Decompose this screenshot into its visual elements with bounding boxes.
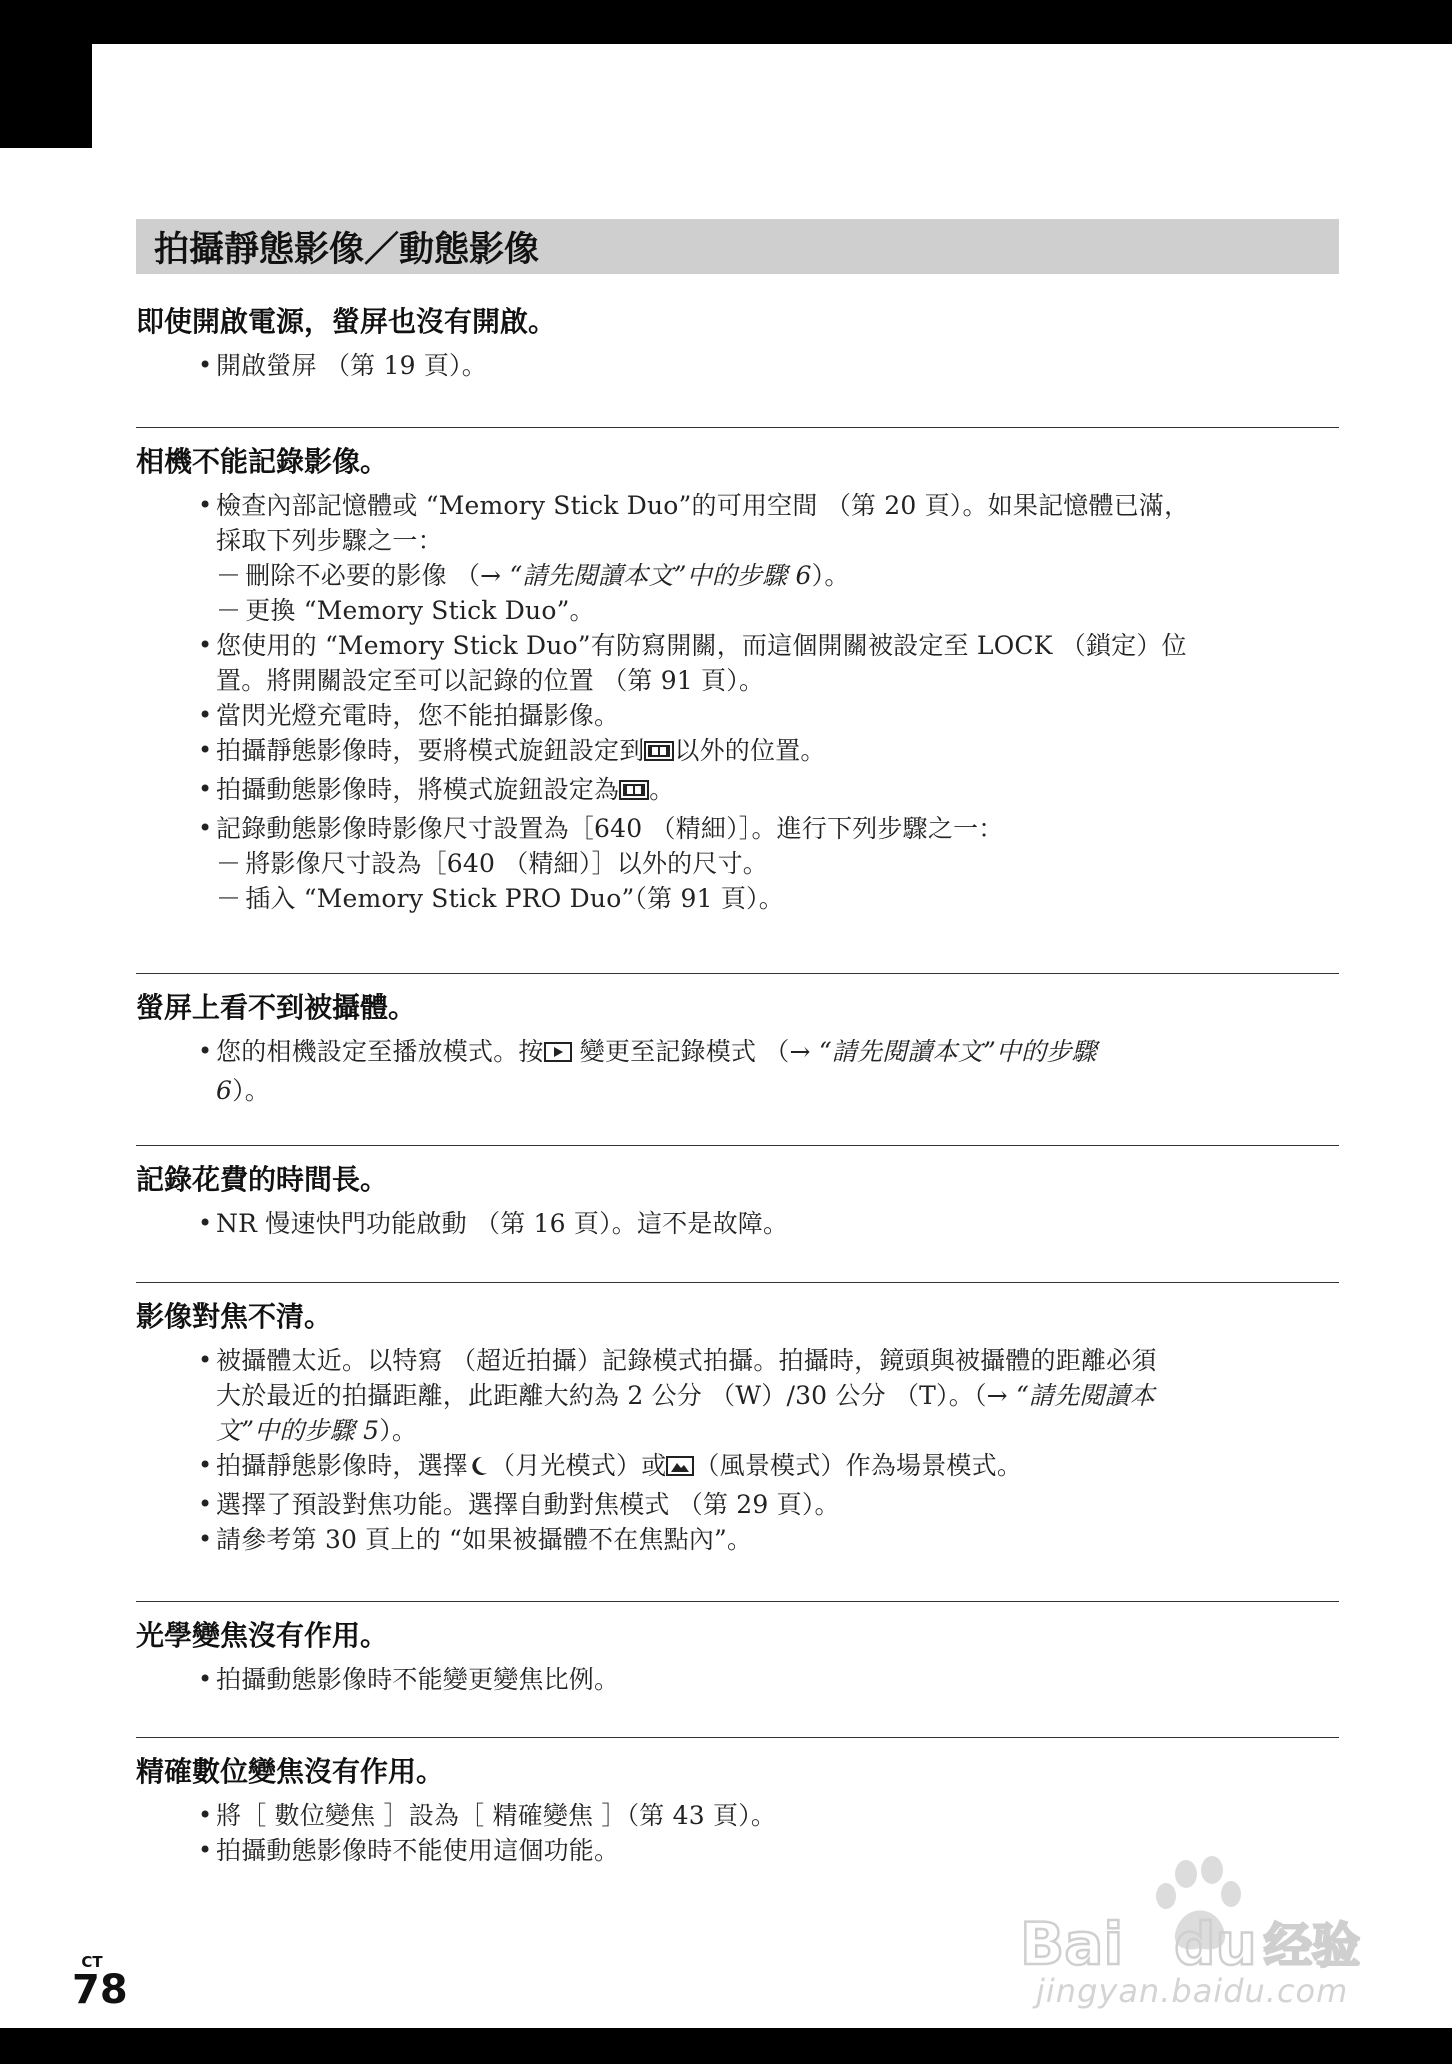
- list-item: • 被攝體太近。以特寫 （超近拍攝）記錄模式拍攝。拍攝時，鏡頭與被攝體的距離必須 大於最近的拍攝距離，此距離大約為 2 公分 （W）/30 公分 （T）。（→ “請先閱讀本 文”中的步驟 5）。: [136, 1343, 1339, 1448]
- issue-block-optical-zoom: [136, 1601, 1339, 1697]
- svg-text:Bai: Bai: [1020, 1910, 1124, 1978]
- list-item: • 您使用的 “Memory Stick Duo”有防寫開關，而這個開關被設定至 LOCK （鎖定）位 置。將開關設定至可以記錄的位置 （第 91 頁）。: [136, 628, 1339, 698]
- list-item: • 拍攝靜態影像時，選擇 （月光模式）或 （風景模式）作為場景模式。: [136, 1448, 1339, 1487]
- list-item: • 拍攝動態影像時不能使用這個功能。: [136, 1833, 1339, 1868]
- list-item: • 拍攝動態影像時不能變更變焦比例。: [136, 1662, 1339, 1697]
- section-title: 拍攝靜態影像／動態影像: [154, 229, 540, 270]
- issue-block-out-of-focus: [136, 1282, 1339, 1557]
- list-item: • 請參考第 30 頁上的 “如果被攝體不在焦點內”。: [136, 1522, 1339, 1557]
- issue-title: 螢屏上看不到被攝體。: [136, 991, 417, 1024]
- page-number: [72, 1953, 128, 2013]
- section-header: [136, 219, 1339, 274]
- list-item: • 選擇了預設對焦功能。選擇自動對焦模式 （第 29 頁）。: [136, 1487, 1339, 1522]
- issue-block-no-subject: [136, 973, 1339, 1108]
- list-item: • 開啟螢屏 （第 19 頁）。: [136, 348, 1339, 383]
- list-subitem: － 更換 “Memory Stick Duo”。: [216, 596, 595, 625]
- svg-text:经验: 经验: [1264, 1918, 1361, 1974]
- movie-mode-icon: [644, 737, 674, 772]
- issue-items: [136, 1343, 1339, 1557]
- watermark-url: jingyan.baidu.com: [1036, 1972, 1349, 2010]
- svg-text:du: du: [1174, 1910, 1257, 1978]
- movie-mode-icon: [619, 776, 649, 811]
- landscape-icon: [666, 1452, 694, 1487]
- issue-items: [136, 1662, 1339, 1697]
- twilight-moon-icon: [468, 1452, 490, 1487]
- list-item: • 拍攝靜態影像時，要將模式旋鈕設定到 以外的位置。: [136, 733, 1339, 772]
- issue-title: 即使開啟電源，螢屏也沒有開啟。: [136, 305, 557, 338]
- list-item: • 記錄動態影像時影像尺寸設置為［640 （精細）］。進行下列步驟之一：: [136, 811, 1339, 846]
- list-item: • 您的相機設定至播放模式。按 變更至記錄模式 （→ “請先閱讀本文”中的步驟 6）。: [136, 1034, 1339, 1108]
- issue-title: 記錄花費的時間長。: [136, 1163, 389, 1196]
- issue-title: 光學變焦沒有作用。: [136, 1619, 389, 1652]
- page-language: CT: [81, 1953, 103, 1971]
- issue-block-long-recording: [136, 1145, 1339, 1241]
- playback-icon: [544, 1038, 572, 1073]
- page-number-value: 78: [72, 1967, 128, 2013]
- issue-items: [136, 488, 1339, 916]
- list-item: • 拍攝動態影像時，將模式旋鈕設定為 。: [136, 772, 1339, 811]
- list-item: • 當閃光燈充電時，您不能拍攝影像。: [136, 698, 1339, 733]
- list-subitem: － 將影像尺寸設為［640 （精細）］以外的尺寸。: [216, 849, 768, 878]
- top-black-bar: [0, 0, 1452, 44]
- corner-tab-block: [0, 0, 92, 148]
- issue-items: [136, 1034, 1339, 1108]
- issue-items: [136, 1206, 1339, 1241]
- issue-title: 相機不能記錄影像。: [136, 445, 389, 478]
- list-subitem: － 插入 “Memory Stick PRO Duo”（第 91 頁）。: [216, 884, 784, 913]
- issue-block-precision-zoom: [136, 1737, 1339, 1868]
- list-item: • NR 慢速快門功能啟動 （第 16 頁）。這不是故障。: [136, 1206, 1339, 1241]
- issue-title: 影像對焦不清。: [136, 1300, 333, 1333]
- issue-block-cannot-record: [136, 427, 1339, 916]
- list-item: • 檢查內部記憶體或 “Memory Stick Duo”的可用空間 （第 20 頁）。如果記憶體已滿， 採取下列步驟之一：: [136, 488, 1339, 558]
- list-subitem: － 刪除不必要的影像 （→ “請先閱讀本文”中的步驟 6）。: [216, 561, 850, 590]
- issue-title: 精確數位變焦沒有作用。: [136, 1755, 445, 1788]
- issue-items: [136, 348, 1339, 383]
- list-item: • 將［ 數位變焦 ］設為［ 精確變焦 ］（第 43 頁）。: [136, 1798, 1339, 1833]
- baidu-watermark: [1016, 1852, 1380, 2012]
- bottom-black-bar: [0, 2028, 1452, 2064]
- issue-block-screen-off: [136, 304, 1339, 383]
